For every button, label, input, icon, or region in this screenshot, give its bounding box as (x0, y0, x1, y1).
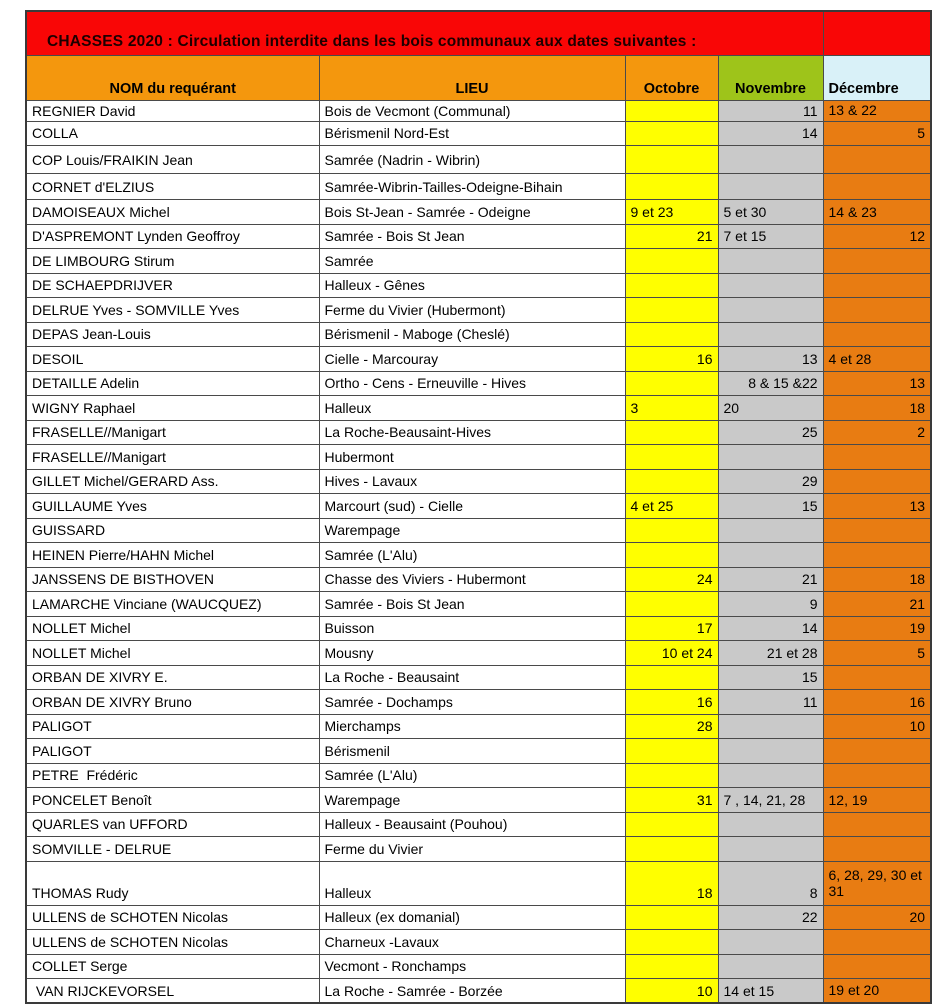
requerant-cell: PALIGOT (26, 714, 319, 739)
page-title: CHASSES 2020 : Circulation interdite dans les bois communaux aux dates suivantes : (26, 11, 823, 55)
table-row (26, 174, 931, 200)
decembre-cell (823, 812, 931, 837)
decembre-cell: 18 (823, 567, 931, 592)
table-row (26, 121, 931, 146)
lieu-cell: Bérismenil (319, 739, 625, 764)
octobre-cell: 10 et 24 (625, 641, 718, 666)
lieu-cell: Cielle - Marcouray (319, 347, 625, 372)
lieu-cell: Hives - Lavaux (319, 469, 625, 494)
table-row (26, 146, 931, 174)
decembre-cell (823, 469, 931, 494)
col-header-decembre: Décembre (823, 55, 931, 100)
table-row (26, 273, 931, 298)
table-row (26, 518, 931, 543)
lieu-cell: Samrée (L'Alu) (319, 763, 625, 788)
decembre-cell (823, 249, 931, 274)
octobre-cell (625, 146, 718, 174)
requerant-cell: NOLLET Michel (26, 641, 319, 666)
octobre-cell (625, 954, 718, 979)
requerant-cell: DEPAS Jean-Louis (26, 322, 319, 347)
novembre-cell (718, 445, 823, 470)
novembre-cell: 20 (718, 396, 823, 421)
decembre-cell (823, 322, 931, 347)
table-row (26, 494, 931, 519)
octobre-cell (625, 298, 718, 323)
requerant-cell: FRASELLE//Manigart (26, 420, 319, 445)
lieu-cell: Buisson (319, 616, 625, 641)
decembre-cell (823, 739, 931, 764)
table-row (26, 641, 931, 666)
novembre-cell (718, 714, 823, 739)
lieu-cell: Mierchamps (319, 714, 625, 739)
novembre-cell: 8 (718, 861, 823, 905)
novembre-cell: 13 (718, 347, 823, 372)
novembre-cell (718, 298, 823, 323)
requerant-cell: COLLA (26, 121, 319, 146)
novembre-cell: 21 et 28 (718, 641, 823, 666)
novembre-cell: 22 (718, 905, 823, 930)
table-row (26, 322, 931, 347)
lieu-cell: Halleux (319, 861, 625, 905)
table-row (26, 543, 931, 568)
octobre-cell (625, 445, 718, 470)
requerant-cell: ULLENS de SCHOTEN Nicolas (26, 905, 319, 930)
requerant-cell: FRASELLE//Manigart (26, 445, 319, 470)
requerant-cell: DESOIL (26, 347, 319, 372)
octobre-cell: 21 (625, 224, 718, 249)
requerant-cell: COLLET Serge (26, 954, 319, 979)
lieu-cell: Charneux -Lavaux (319, 930, 625, 955)
lieu-cell: Bois de Vecmont (Communal) (319, 100, 625, 121)
table-row (26, 739, 931, 764)
novembre-cell: 29 (718, 469, 823, 494)
decembre-cell: 16 (823, 690, 931, 715)
requerant-cell: PETRE Frédéric (26, 763, 319, 788)
table-row (26, 445, 931, 470)
lieu-cell: Bois St-Jean - Samrée - Odeigne (319, 200, 625, 225)
octobre-cell (625, 837, 718, 862)
table-row (26, 371, 931, 396)
requerant-cell: ORBAN DE XIVRY E. (26, 665, 319, 690)
octobre-cell (625, 420, 718, 445)
requerant-cell: GUILLAUME Yves (26, 494, 319, 519)
novembre-cell: 7 et 15 (718, 224, 823, 249)
decembre-cell (823, 930, 931, 955)
lieu-cell: Samrée (319, 249, 625, 274)
novembre-cell: 8 & 15 &22 (718, 371, 823, 396)
decembre-cell (823, 543, 931, 568)
novembre-cell (718, 273, 823, 298)
novembre-cell (718, 954, 823, 979)
novembre-cell: 25 (718, 420, 823, 445)
octobre-cell (625, 469, 718, 494)
decembre-cell: 13 (823, 371, 931, 396)
novembre-cell: 14 (718, 616, 823, 641)
lieu-cell: La Roche - Beausaint (319, 665, 625, 690)
lieu-cell: Halleux (ex domanial) (319, 905, 625, 930)
lieu-cell: Ferme du Vivier (319, 837, 625, 862)
decembre-cell: 6, 28, 29, 30 et 31 (823, 861, 931, 905)
col-header-nom-du-requerant: NOM du requérant (26, 55, 319, 100)
table-row (26, 224, 931, 249)
requerant-cell: COP Louis/FRAIKIN Jean (26, 146, 319, 174)
octobre-cell: 18 (625, 861, 718, 905)
octobre-cell (625, 930, 718, 955)
lieu-cell: Mousny (319, 641, 625, 666)
requerant-cell: WIGNY Raphael (26, 396, 319, 421)
table-row (26, 788, 931, 813)
novembre-cell: 11 (718, 690, 823, 715)
novembre-cell: 14 (718, 121, 823, 146)
novembre-cell: 7 , 14, 21, 28 (718, 788, 823, 813)
lieu-cell: Samrée (Nadrin - Wibrin) (319, 146, 625, 174)
table-row (26, 567, 931, 592)
lieu-cell: Halleux - Beausaint (Pouhou) (319, 812, 625, 837)
octobre-cell (625, 739, 718, 764)
decembre-cell (823, 763, 931, 788)
decembre-cell (823, 954, 931, 979)
table-row (26, 396, 931, 421)
novembre-cell: 15 (718, 494, 823, 519)
novembre-cell (718, 930, 823, 955)
decembre-cell (823, 146, 931, 174)
requerant-cell: QUARLES van UFFORD (26, 812, 319, 837)
requerant-cell: LAMARCHE Vinciane (WAUCQUEZ) (26, 592, 319, 617)
table-row (26, 298, 931, 323)
table-row (26, 616, 931, 641)
octobre-cell: 28 (625, 714, 718, 739)
octobre-cell (625, 763, 718, 788)
table-row (26, 905, 931, 930)
octobre-cell: 31 (625, 788, 718, 813)
lieu-cell: Samrée (L'Alu) (319, 543, 625, 568)
table-row (26, 100, 931, 121)
decembre-cell: 4 et 28 (823, 347, 931, 372)
lieu-cell: Marcourt (sud) - Cielle (319, 494, 625, 519)
table-row (26, 420, 931, 445)
lieu-cell: Halleux (319, 396, 625, 421)
requerant-cell: ORBAN DE XIVRY Bruno (26, 690, 319, 715)
lieu-cell: Ortho - Cens - Erneuville - Hives (319, 371, 625, 396)
octobre-cell: 4 et 25 (625, 494, 718, 519)
requerant-cell: PONCELET Benoît (26, 788, 319, 813)
novembre-cell (718, 322, 823, 347)
col-header-novembre: Novembre (718, 55, 823, 100)
novembre-cell (718, 146, 823, 174)
decembre-cell: 13 & 22 (823, 100, 931, 121)
lieu-cell: Vecmont - Ronchamps (319, 954, 625, 979)
table-row (26, 469, 931, 494)
novembre-cell: 21 (718, 567, 823, 592)
decembre-cell: 5 (823, 121, 931, 146)
decembre-cell: 2 (823, 420, 931, 445)
octobre-cell (625, 121, 718, 146)
decembre-cell: 13 (823, 494, 931, 519)
table-row (26, 837, 931, 862)
decembre-cell (823, 273, 931, 298)
novembre-cell (718, 543, 823, 568)
novembre-cell (718, 812, 823, 837)
lieu-cell: Samrée - Dochamps (319, 690, 625, 715)
octobre-cell (625, 273, 718, 298)
chasses-table (25, 10, 932, 1004)
novembre-cell (718, 837, 823, 862)
lieu-cell: La Roche-Beausaint-Hives (319, 420, 625, 445)
decembre-cell: 19 et 20 (823, 979, 931, 1004)
table-row (26, 665, 931, 690)
novembre-cell (718, 763, 823, 788)
requerant-cell: D'ASPREMONT Lynden Geoffroy (26, 224, 319, 249)
decembre-cell (823, 174, 931, 200)
decembre-cell: 20 (823, 905, 931, 930)
decembre-cell: 12 (823, 224, 931, 249)
lieu-cell: Ferme du Vivier (Hubermont) (319, 298, 625, 323)
lieu-cell: Hubermont (319, 445, 625, 470)
requerant-cell: DAMOISEAUX Michel (26, 200, 319, 225)
decembre-cell: 12, 19 (823, 788, 931, 813)
octobre-cell (625, 543, 718, 568)
table-row (26, 812, 931, 837)
requerant-cell: CORNET d'ELZIUS (26, 174, 319, 200)
lieu-cell: Chasse des Viviers - Hubermont (319, 567, 625, 592)
table-row (26, 200, 931, 225)
requerant-cell: DE LIMBOURG Stirum (26, 249, 319, 274)
octobre-cell (625, 905, 718, 930)
table-row (26, 954, 931, 979)
octobre-cell (625, 812, 718, 837)
column-header-row (26, 55, 931, 100)
title-band-right-cell (823, 11, 931, 55)
requerant-cell: REGNIER David (26, 100, 319, 121)
novembre-cell (718, 739, 823, 764)
table-body (26, 100, 931, 1003)
octobre-cell: 3 (625, 396, 718, 421)
octobre-cell (625, 322, 718, 347)
requerant-cell: SOMVILLE - DELRUE (26, 837, 319, 862)
decembre-cell: 14 & 23 (823, 200, 931, 225)
lieu-cell: Samrée - Bois St Jean (319, 592, 625, 617)
octobre-cell: 17 (625, 616, 718, 641)
lieu-cell: Bérismenil - Maboge (Cheslé) (319, 322, 625, 347)
novembre-cell: 11 (718, 100, 823, 121)
requerant-cell: NOLLET Michel (26, 616, 319, 641)
decembre-cell (823, 837, 931, 862)
octobre-cell: 16 (625, 347, 718, 372)
requerant-cell: THOMAS Rudy (26, 861, 319, 905)
decembre-cell: 18 (823, 396, 931, 421)
novembre-cell (718, 174, 823, 200)
lieu-cell: Warempage (319, 518, 625, 543)
requerant-cell: DE SCHAEPDRIJVER (26, 273, 319, 298)
decembre-cell: 10 (823, 714, 931, 739)
requerant-cell: PALIGOT (26, 739, 319, 764)
requerant-cell: DETAILLE Adelin (26, 371, 319, 396)
table-row (26, 979, 931, 1004)
novembre-cell: 5 et 30 (718, 200, 823, 225)
requerant-cell: JANSSENS DE BISTHOVEN (26, 567, 319, 592)
octobre-cell (625, 371, 718, 396)
lieu-cell: La Roche - Samrée - Borzée (319, 979, 625, 1004)
decembre-cell (823, 518, 931, 543)
octobre-cell: 16 (625, 690, 718, 715)
table-row (26, 861, 931, 905)
novembre-cell (718, 518, 823, 543)
novembre-cell: 9 (718, 592, 823, 617)
lieu-cell: Warempage (319, 788, 625, 813)
novembre-cell: 15 (718, 665, 823, 690)
table-row (26, 592, 931, 617)
requerant-cell: VAN RIJCKEVORSEL (26, 979, 319, 1004)
table-row (26, 763, 931, 788)
title-row (26, 11, 931, 55)
octobre-cell (625, 592, 718, 617)
requerant-cell: GUISSARD (26, 518, 319, 543)
lieu-cell: Halleux - Gênes (319, 273, 625, 298)
table-row (26, 249, 931, 274)
octobre-cell: 9 et 23 (625, 200, 718, 225)
decembre-cell: 5 (823, 641, 931, 666)
octobre-cell (625, 518, 718, 543)
lieu-cell: Samrée - Bois St Jean (319, 224, 625, 249)
octobre-cell: 10 (625, 979, 718, 1004)
decembre-cell: 21 (823, 592, 931, 617)
requerant-cell: GILLET Michel/GERARD Ass. (26, 469, 319, 494)
table-row (26, 347, 931, 372)
lieu-cell: Bérismenil Nord-Est (319, 121, 625, 146)
requerant-cell: HEINEN Pierre/HAHN Michel (26, 543, 319, 568)
novembre-cell: 14 et 15 (718, 979, 823, 1004)
decembre-cell (823, 665, 931, 690)
octobre-cell (625, 665, 718, 690)
novembre-cell (718, 249, 823, 274)
octobre-cell (625, 249, 718, 274)
lieu-cell: Samrée-Wibrin-Tailles-Odeigne-Bihain (319, 174, 625, 200)
table-row (26, 930, 931, 955)
table-row (26, 690, 931, 715)
requerant-cell: ULLENS de SCHOTEN Nicolas (26, 930, 319, 955)
octobre-cell: 24 (625, 567, 718, 592)
chasses-2020-sheet (25, 10, 932, 1004)
col-header-octobre: Octobre (625, 55, 718, 100)
table-row (26, 714, 931, 739)
col-header-lieu: LIEU (319, 55, 625, 100)
decembre-cell (823, 298, 931, 323)
requerant-cell: DELRUE Yves - SOMVILLE Yves (26, 298, 319, 323)
decembre-cell (823, 445, 931, 470)
octobre-cell (625, 174, 718, 200)
decembre-cell: 19 (823, 616, 931, 641)
octobre-cell (625, 100, 718, 121)
